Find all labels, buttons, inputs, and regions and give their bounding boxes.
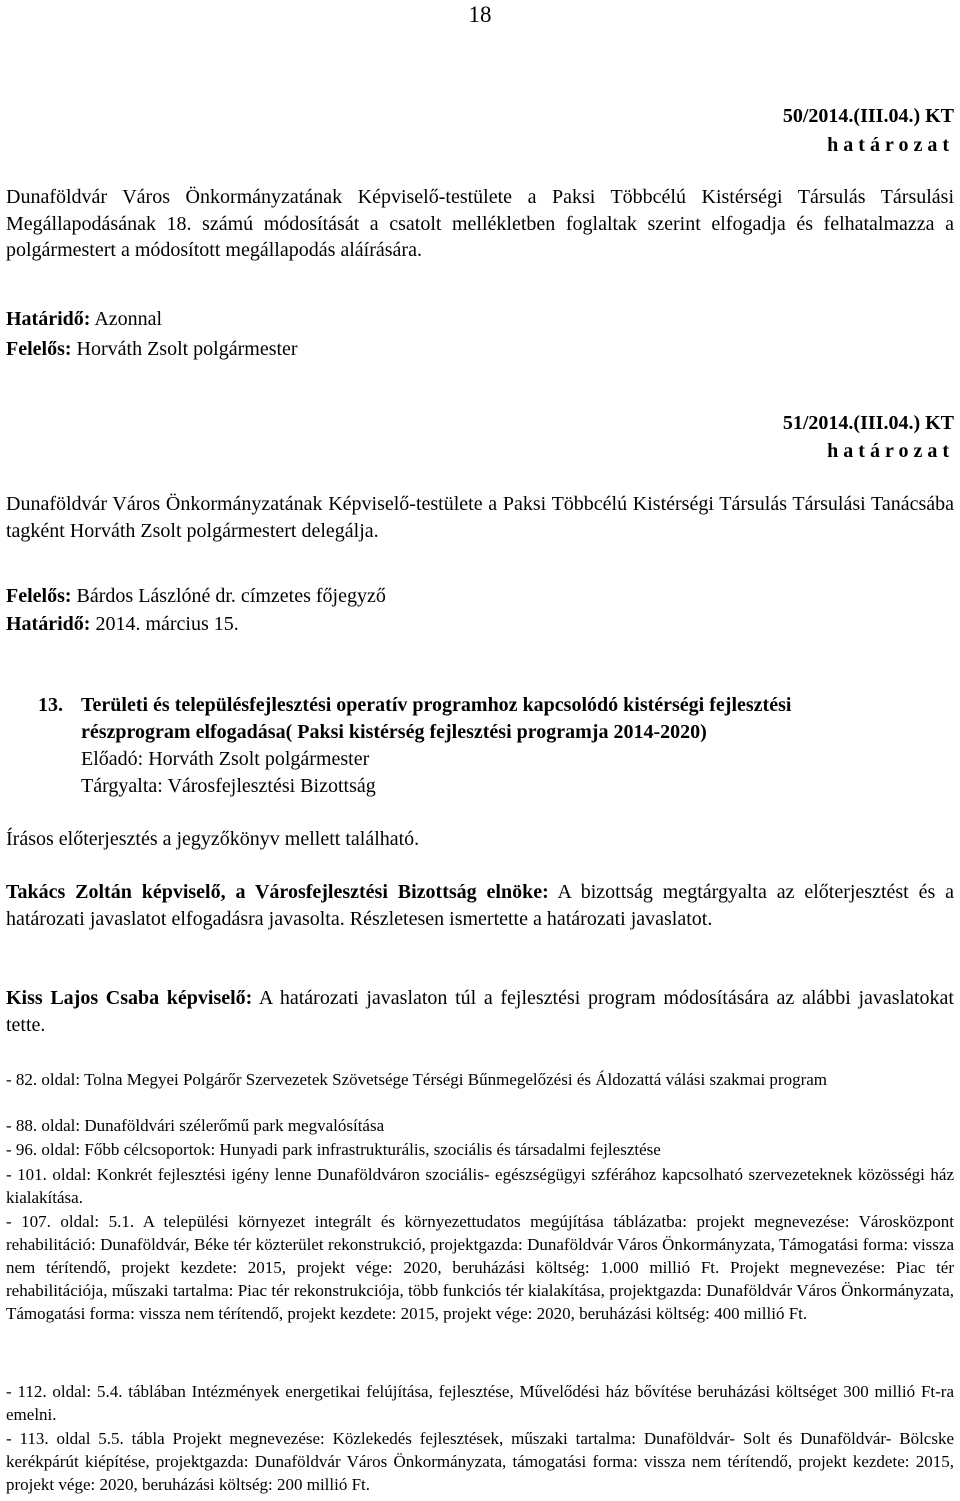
list-item: - 96. oldal: Főbb célcsoportok: Hunyadi park infrastrukturális, szociális és társadalmi fejlesztése (6, 1140, 661, 1159)
statement-text: A bizottság megtárgyalta az előterjesztést és a határozati javaslatot elfogadásra javasolta. Részletesen ismertette a határozati javaslatot. (6, 881, 955, 930)
resolution-51-number: 51/2014.(III.04.) KT (782, 412, 954, 434)
responsible-label: Felelős: (6, 338, 72, 360)
agenda-number: 13. (38, 694, 63, 716)
resolution-50-deadline (6, 306, 162, 332)
kiss-statement (6, 985, 954, 1038)
deadline-value: Azonnal (94, 308, 163, 330)
list-item: - 113. oldal 5.5. tábla Projekt megnevezése: Közlekedés fejlesztések, műszaki tartalma: Dunaföldvár- Solt és Dunaföldvár- Bölcske kerékpárút kiépítése, projektgazda: Dunaföldvár Város Önkormányzata, támogatási forma: vissza nem térítendő, projekt kezdete: 2015, projekt vége: 2020, beruházási költség: 200 millió Ft. (6, 1429, 954, 1494)
agenda-discussed-by: Tárgyalta: Városfejlesztési Bizottság (81, 775, 376, 797)
list-item: - 82. oldal: Tolna Megyei Polgárőr Szervezetek Szövetsége Térségi Bűnmegelőzési és Áldozattá válási szakmai program (6, 1070, 828, 1089)
agenda-presenter: Előadó: Horváth Zsolt polgármester (81, 748, 370, 770)
responsible-value: Bárdos Lászlóné dr. címzetes főjegyző (76, 585, 386, 607)
responsible-value: Horváth Zsolt polgármester (76, 338, 298, 360)
page-number: 18 (468, 2, 492, 27)
list-item: - 101. oldal: Konkrét fejlesztési igény lenne Dunaföldváron szociális- egészségügyi szférához kapcsolható szervezeteknek közösségi ház kialakítása. (6, 1165, 954, 1207)
resolution-51-deadline (6, 611, 239, 637)
resolution-50-word: határozat (827, 134, 954, 156)
list-item: - 88. oldal: Dunaföldvári szélerőmű park megvalósítása (6, 1116, 385, 1135)
takacs-statement (6, 879, 954, 932)
resolution-50-responsible (6, 336, 298, 362)
list-item: - 107. oldal: 5.1. A települési környezet integrált és környezettudatos megújítása táblázatba: projekt megnevezése: Városközpont rehabilitáció: Dunaföldvár, Béke tér közterület rekonstrukció, projektgazda: Dunaföldvár Város Önkormányzata, Támogatási forma: vissza nem térítendő, projekt kezdete: 2015, projekt vége: 2020, beruházási költség: 1.000 millió Ft. Projekt megnevezése: Piac tér rehabilitációja, műszaki tartalma: Piac tér rekonstrukciója, több funkciós tér kialakítása, projektgazda: Dunaföldvár Város Önkormányzata, Támogatási forma: vissza nem térítendő, projekt kezdete: 2015, projekt vége: 2020, beruházási költség: 400 millió Ft. (6, 1212, 954, 1323)
resolution-50-number: 50/2014.(III.04.) KT (782, 105, 954, 127)
deadline-label: Határidő: (6, 308, 91, 330)
resolution-51-responsible (6, 583, 386, 609)
resolution-50-text: Dunaföldvár Város Önkormányzatának Képviselő-testülete a Paksi Többcélú Kistérségi Társulás Társulási Megállapodásának 18. számú módosítását a csatolt mellékletben foglaltak szerint elfogadja és felhatalmazza a polgármestert a módosított megállapodás aláírására. (6, 186, 954, 261)
resolution-51-word: határozat (827, 440, 954, 462)
agenda-title-line-2: részprogram elfogadása( Paksi kistérség fejlesztési programja 2014-2020) (81, 721, 707, 743)
written-proposal-note: Írásos előterjesztés a jegyzőkönyv mellett található. (6, 828, 420, 850)
speaker-name: Takács Zoltán képviselő, a Városfejlesztési Bizottság elnöke: (6, 881, 549, 903)
list-item: - 112. oldal: 5.4. táblában Intézmények energetikai felújítása, fejlesztése, Művelődési ház bővítése beruházási költséget 300 millió Ft-ra emelni. (6, 1382, 954, 1424)
resolution-51-text: Dunaföldvár Város Önkormányzatának Képviselő-testülete a Paksi Többcélú Kistérségi Társulás Társulási Tanácsába tagként Horváth Zsolt polgármestert delegálja. (6, 493, 954, 542)
statement-text: A határozati javaslaton túl a fejlesztési program módosítására az alábbi javaslatokat tette. (6, 987, 954, 1036)
agenda-title-line-1: Területi és településfejlesztési operatív programhoz kapcsolódó kistérségi fejlesztési (81, 694, 792, 716)
deadline-value: 2014. március 15. (95, 613, 239, 635)
speaker-name: Kiss Lajos Csaba képviselő: (6, 987, 253, 1009)
deadline-label: Határidő: (6, 613, 91, 635)
responsible-label: Felelős: (6, 585, 72, 607)
